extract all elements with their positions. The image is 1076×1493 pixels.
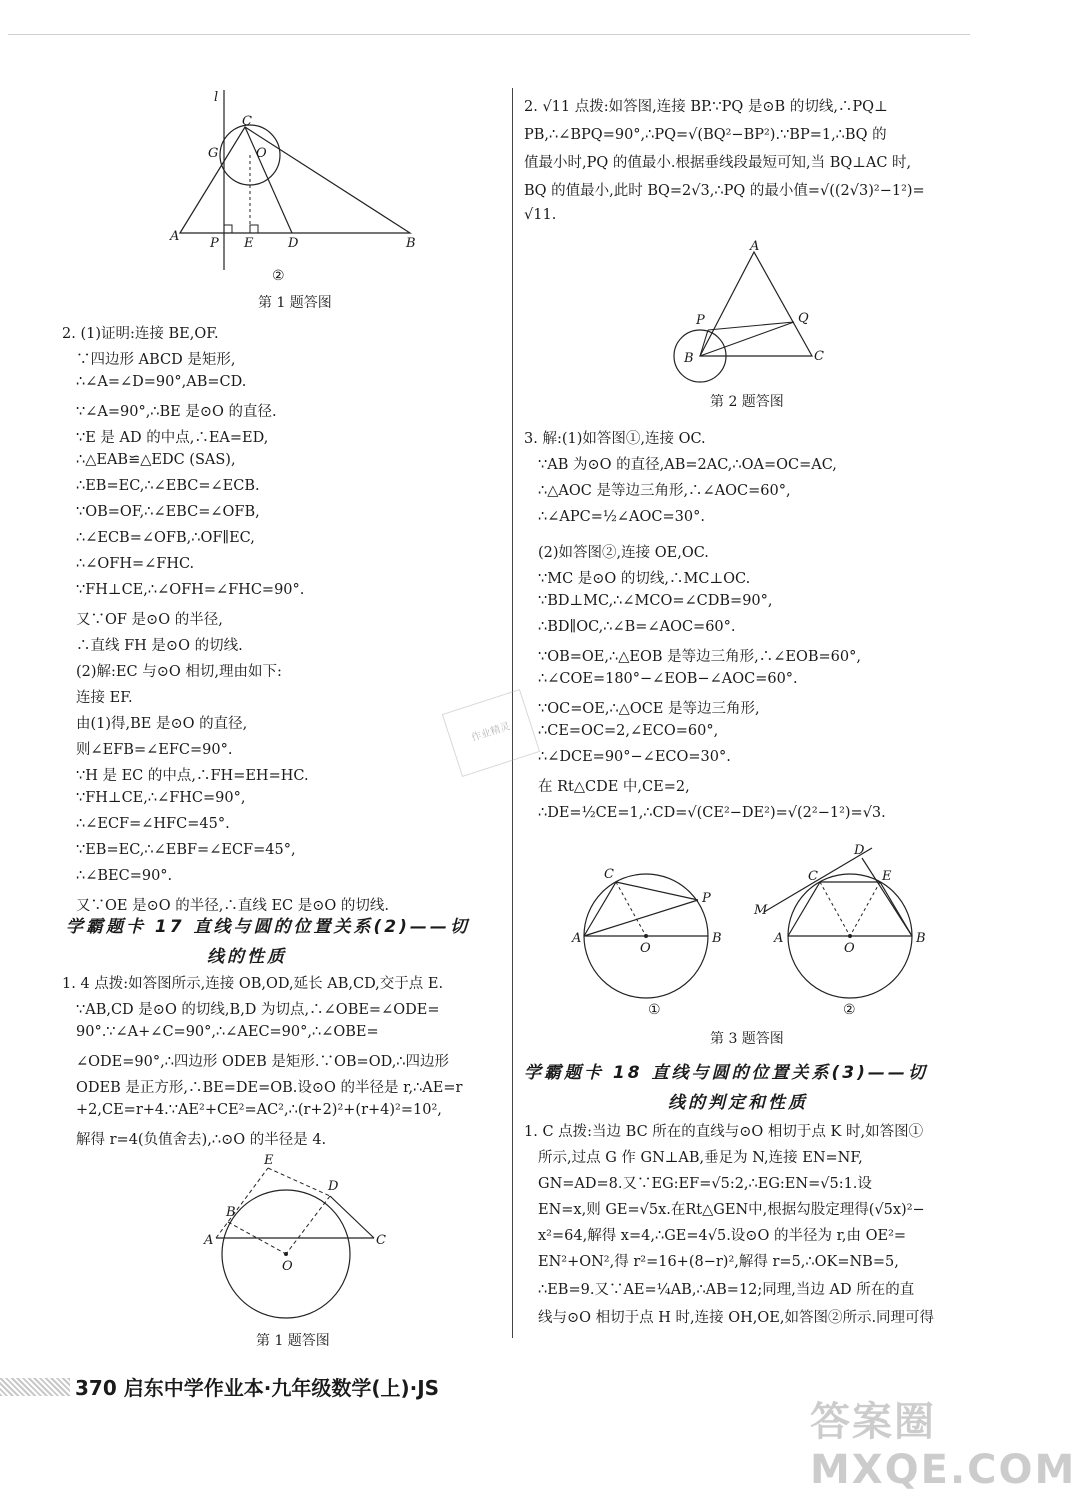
label-b: B bbox=[916, 931, 926, 946]
figure-2-caption: 第 2 题答图 bbox=[710, 394, 784, 410]
text-line: ∠ODE=90°,∴四边形 ODEB 是矩形.∵OB=OD,∴四边形 bbox=[76, 1054, 450, 1070]
text-line: 解得 r=4(负值舍去),∴⊙O 的半径是 4. bbox=[76, 1132, 327, 1148]
text-line: ∵E 是 AD 的中点,∴EA=ED, bbox=[76, 430, 269, 446]
figure-3-caption: 第 3 题答图 bbox=[710, 1031, 784, 1047]
text-line: ∵EB=EC,∴∠EBF=∠ECF=45°, bbox=[76, 842, 296, 858]
text-line: 线与⊙O 相切于点 H 时,连接 OH,OE,如答图②所示.同理可得 bbox=[538, 1310, 935, 1326]
text-line: GN=AD=8.又∵EG:EF=√5:2,∴EG:EN=√5:1.设 bbox=[538, 1176, 872, 1192]
text-line: ∴∠DCE=90°−∠ECO=30°. bbox=[538, 749, 731, 765]
text-line: 则∠EFB=∠EFC=90°. bbox=[76, 742, 233, 758]
label-e: E bbox=[264, 1153, 274, 1168]
text-line: ∵MC 是⊙O 的切线,∴MC⊥OC. bbox=[538, 571, 751, 587]
text-line: ∴△AOC 是等边三角形,∴∠AOC=60°, bbox=[538, 483, 791, 499]
label-o: O bbox=[844, 941, 855, 956]
label-c: C bbox=[242, 114, 252, 129]
text-line: ∵FH⊥CE,∴∠OFH=∠FHC=90°. bbox=[76, 582, 305, 598]
label-a: A bbox=[774, 931, 784, 946]
text-line: ∵H 是 EC 的中点,∴FH=EH=HC. bbox=[76, 768, 309, 784]
text-line: 又∵OE 是⊙O 的半径,∴直线 EC 是⊙O 的切线. bbox=[76, 898, 389, 914]
text-line: ∴∠BEC=90°. bbox=[76, 868, 173, 884]
figure-3a-diagram bbox=[570, 860, 720, 1010]
text-line: BQ 的值最小,此时 BQ=2√3,∴PQ 的最小值=√((2√3)²−1²)= bbox=[524, 183, 925, 199]
label-p: P bbox=[702, 891, 711, 906]
figure-2-diagram bbox=[660, 240, 840, 390]
text-line: EN=x,则 GE=√5x.在Rt△GEN中,根据勾股定理得(√5x)²− bbox=[538, 1202, 925, 1218]
text-line: EN²+ON²,得 r²=16+(8−r)²,解得 r=5,∴OK=NB=5, bbox=[538, 1254, 899, 1270]
text-line: 1. 4 点拨:如答图所示,连接 OB,OD,延长 AB,CD,交于点 E. bbox=[62, 976, 444, 992]
text-line: ∵BD⊥MC,∴∠MCO=∠CDB=90°, bbox=[538, 593, 773, 609]
text-line: ∵∠A=90°,∴BE 是⊙O 的直径. bbox=[76, 404, 277, 420]
label-d: D bbox=[288, 236, 299, 251]
label-a: A bbox=[572, 931, 582, 946]
text-line: ∴CE=OC=2,∠ECO=60°, bbox=[538, 723, 719, 739]
label-a: A bbox=[170, 229, 180, 244]
figure-3b-sub: ② bbox=[843, 1002, 856, 1018]
text-line: +2,CE=r+4.∵AE²+CE²=AC²,∴(r+2)²+(r+4)²=10², bbox=[76, 1102, 442, 1118]
section-18-subtitle: 线的判定和性质 bbox=[668, 1093, 808, 1113]
page-number: 370 bbox=[75, 1376, 117, 1400]
text-line: PB,∴∠BPQ=90°,∴PQ=√(BQ²−BP²).∵BP=1,∴BQ 的 bbox=[524, 127, 887, 143]
label-c: C bbox=[808, 869, 818, 884]
label-p: P bbox=[696, 313, 705, 328]
label-d: D bbox=[328, 1179, 339, 1194]
label-d: D bbox=[854, 843, 865, 858]
label-b: B bbox=[684, 351, 694, 366]
figure-1b-diagram bbox=[200, 1152, 400, 1322]
text-line: 2. √11 点拨:如答图,连接 BP.∵PQ 是⊙B 的切线,∴PQ⊥ bbox=[524, 99, 888, 115]
figure-1-diagram bbox=[170, 85, 430, 285]
section-17-subtitle: 线的性质 bbox=[207, 947, 287, 967]
label-c: C bbox=[376, 1233, 386, 1248]
text-line: 在 Rt△CDE 中,CE=2, bbox=[538, 779, 690, 795]
text-line: ∴直线 FH 是⊙O 的切线. bbox=[76, 638, 243, 654]
label-o: O bbox=[640, 941, 651, 956]
text-line: ∴EB=EC,∴∠EBC=∠ECB. bbox=[76, 478, 260, 494]
label-c: C bbox=[604, 867, 614, 882]
label-e: E bbox=[882, 869, 892, 884]
label-q: Q bbox=[798, 311, 809, 326]
text-line: √11. bbox=[524, 207, 557, 223]
text-line: ∴∠ECB=∠OFB,∴OF∥EC, bbox=[76, 530, 255, 546]
section-17-title: 学霸题卡 17 直线与圆的位置关系(2)——切 bbox=[66, 917, 470, 937]
text-line: 由(1)得,BE 是⊙O 的直径, bbox=[76, 716, 248, 732]
text-line: 2. (1)证明:连接 BE,OF. bbox=[62, 326, 219, 342]
label-g: G bbox=[208, 146, 219, 161]
figure-1b-caption: 第 1 题答图 bbox=[256, 1333, 330, 1349]
label-a: A bbox=[204, 1233, 214, 1248]
text-line: ∴∠APC=½∠AOC=30°. bbox=[538, 509, 705, 525]
text-line: ∴BD∥OC,∴∠B=∠AOC=60°. bbox=[538, 619, 736, 635]
book-title: 启东中学作业本·九年级数学(上)·JS bbox=[123, 1376, 440, 1400]
text-line: 90°.∵∠A+∠C=90°,∴∠AEC=90°,∴∠OBE= bbox=[76, 1024, 379, 1040]
text-line: (2)解:EC 与⊙O 相切,理由如下: bbox=[76, 664, 282, 680]
label-a: A bbox=[750, 239, 760, 254]
text-line: ∵AB 为⊙O 的直径,AB=2AC,∴OA=OC=AC, bbox=[538, 457, 837, 473]
text-line: ∴∠ECF=∠HFC=45°. bbox=[76, 816, 230, 832]
text-line: ∵AB,CD 是⊙O 的切线,B,D 为切点,∴∠OBE=∠ODE= bbox=[76, 1002, 440, 1018]
label-c: C bbox=[814, 349, 824, 364]
text-line: 连接 EF. bbox=[76, 690, 133, 706]
text-line: ∵OB=OE,∴△EOB 是等边三角形,∴∠EOB=60°, bbox=[538, 649, 861, 665]
watermark-logo: 答案圈 MXQE.COM bbox=[810, 1399, 1076, 1493]
label-b: B bbox=[406, 236, 416, 251]
text-line: ∴DE=½CE=1,∴CD=√(CE²−DE²)=√(2²−1²)=√3. bbox=[538, 805, 886, 821]
label-p: P bbox=[210, 236, 219, 251]
text-line: ∵OB=OF,∴∠EBC=∠OFB, bbox=[76, 504, 260, 520]
label-l: l bbox=[214, 90, 219, 105]
text-line: ∴∠OFH=∠FHC. bbox=[76, 556, 195, 572]
text-line: ∴△EAB≌△EDC (SAS), bbox=[76, 452, 236, 468]
label-b: B bbox=[712, 931, 722, 946]
label-e: E bbox=[244, 236, 254, 251]
text-line: 值最小时,PQ 的值最小.根据垂线段最短可知,当 BQ⊥AC 时, bbox=[524, 155, 912, 171]
text-line: ∴∠COE=180°−∠EOB−∠AOC=60°. bbox=[538, 671, 798, 687]
text-line: x²=64,解得 x=4,∴GE=4√5.设⊙O 的半径为 r,由 OE²= bbox=[538, 1228, 907, 1244]
footer-stripe bbox=[0, 1378, 70, 1396]
text-line: ∵四边形 ABCD 是矩形, bbox=[76, 352, 236, 368]
text-line: ∴EB=9.又∵AE=¼AB,∴AB=12;同理,当边 AD 所在的直 bbox=[538, 1282, 915, 1298]
text-line: 1. C 点拨:当边 BC 所在的直线与⊙O 相切于点 K 时,如答图① bbox=[524, 1124, 924, 1140]
text-line: ∵FH⊥CE,∴∠FHC=90°, bbox=[76, 790, 246, 806]
label-b: B bbox=[226, 1205, 236, 1220]
figure-3a-sub: ① bbox=[648, 1002, 661, 1018]
label-m: M bbox=[754, 903, 768, 918]
label-o: O bbox=[256, 146, 267, 161]
text-line: 3. 解:(1)如答图①,连接 OC. bbox=[524, 431, 706, 447]
figure-1-sub: ② bbox=[272, 268, 285, 284]
text-line: ∵OC=OE,∴△OCE 是等边三角形, bbox=[538, 701, 760, 717]
label-o: O bbox=[282, 1259, 293, 1274]
text-line: 所示,过点 G 作 GN⊥AB,垂足为 N,连接 EN=NF, bbox=[538, 1150, 863, 1166]
figure-1-caption: 第 1 题答图 bbox=[258, 295, 332, 311]
text-line: ODEB 是正方形,∴BE=DE=OB.设⊙O 的半径是 r,∴AE=r bbox=[76, 1080, 463, 1096]
figure-3b-diagram bbox=[752, 840, 942, 1010]
text-line: (2)如答图②,连接 OE,OC. bbox=[538, 545, 709, 561]
footer-title bbox=[75, 1372, 439, 1401]
top-rule bbox=[8, 34, 970, 35]
stamp-logo: 作业精灵 bbox=[442, 689, 540, 777]
text-line: ∴∠A=∠D=90°,AB=CD. bbox=[76, 374, 247, 390]
section-18-title: 学霸题卡 18 直线与圆的位置关系(3)——切 bbox=[524, 1063, 928, 1083]
text-line: 又∵OF 是⊙O 的半径, bbox=[76, 612, 223, 628]
